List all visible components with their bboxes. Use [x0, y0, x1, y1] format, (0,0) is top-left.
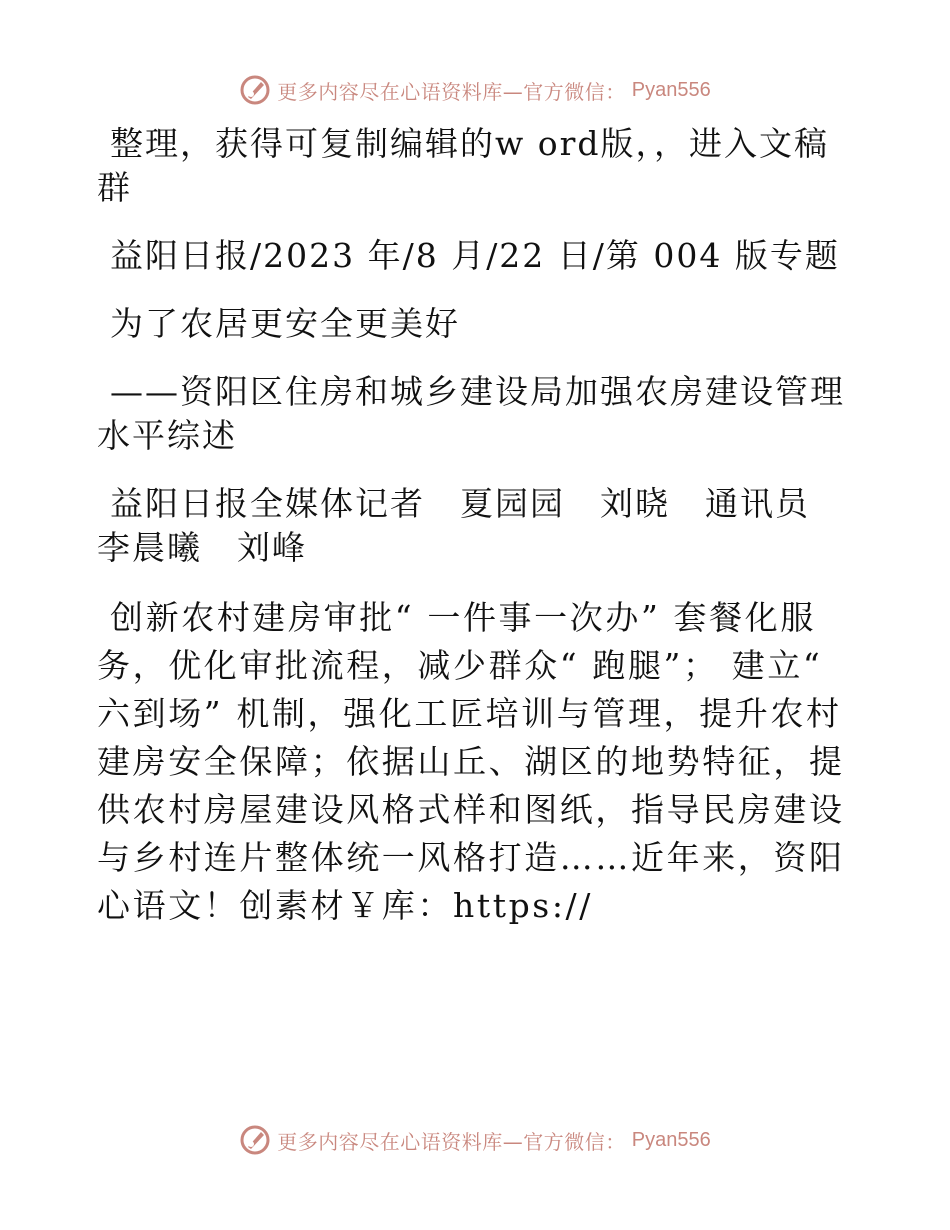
body-paragraph: 创新农村建房审批“ 一件事一次办” 套餐化服务，优化审批流程，减少群众“ 跑腿”； 建立“ 六到场” 机制，强化工匠培训与管理，提升农村建房安全保障；依据山丘、湖区的地势特征，提供农村房屋建设风格式样和图纸，指导民房建设与乡村连片整体统一风格打造……近年来，资阳心语文！创素材￥库：https:// — [97, 598, 845, 925]
watermark-text: 更多内容尽在心语资料库—官方微信： — [277, 1129, 626, 1154]
watermark-text: 更多内容尽在心语资料库—官方微信： — [277, 79, 626, 104]
byline: 益阳日报全媒体记者 夏园园 刘晓 通讯员 李晨曦 刘峰 — [97, 484, 845, 567]
document-body — [97, 122, 857, 954]
watermark-wechat-id: Pyan556 — [631, 78, 711, 101]
watermark-wechat-id: Pyan556 — [631, 1128, 711, 1151]
source-line: 益阳日报/2023 年/8 月/22 日/第 004 版专题 — [110, 236, 840, 275]
quill-seal-icon — [239, 74, 271, 106]
article-subtitle: ——资阳区住房和城乡建设局加强农房建设管理水平综述 — [97, 372, 845, 455]
watermark-banner-top — [0, 70, 950, 110]
watermark-banner-bottom — [0, 1120, 950, 1160]
article-title: 为了农居更安全更美好 — [110, 304, 460, 343]
quill-seal-icon — [239, 1124, 271, 1156]
intro-note: 整理，获得可复制编辑的w ord版，，进入文稿群 — [97, 124, 830, 207]
